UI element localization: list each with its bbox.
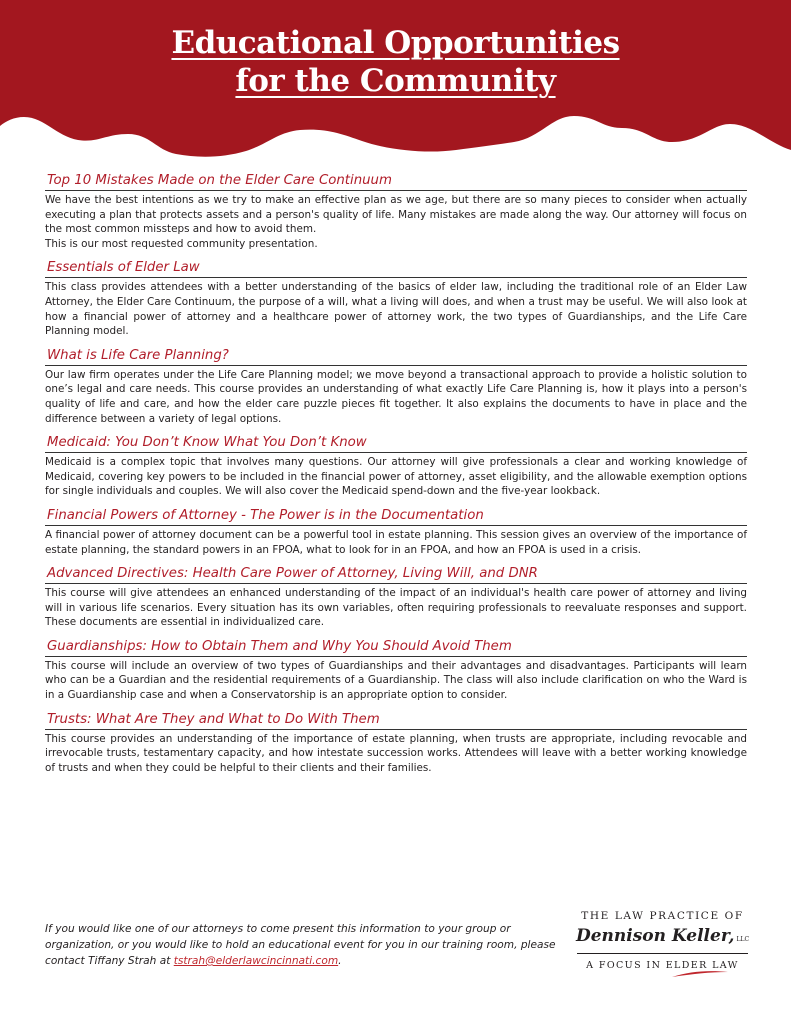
section-essentials-elder-law — [45, 259, 747, 338]
section-title: Top 10 Mistakes Made on the Elder Care Continuum — [45, 172, 747, 191]
section-title: Trusts: What Are They and What to Do With Them — [45, 711, 747, 730]
section-body: This course will give attendees an enhanced understanding of the impact of an individual's health care power of attorney and living will in various life scenarios. Every situation has its own variables, often requiring professionals to reevaluate responses and support. These documents are essential in individualized care. — [45, 587, 747, 629]
section-body — [45, 193, 747, 251]
logo-tagline-top: THE LAW PRACTICE OF — [581, 910, 744, 922]
section-medicaid — [45, 434, 747, 499]
section-life-care-planning — [45, 347, 747, 426]
logo-tagline-bottom: A FOCUS IN ELDER LAW — [586, 960, 739, 971]
section-body: This course will include an overview of two types of Guardianships and their advantages and disadvantages. Participants will learn who can be a Guardian and the residential requirements of a Guardianship. The class will also include clarification on who the Ward is in a Guardianship case and when a Conservatorship is an appropriate option to consider. — [45, 659, 747, 702]
page-title — [0, 24, 791, 100]
contact-text: If you would like one of our attorneys to come present this information to your group or organization, or you would like to hold an educational event for you in our training room, please contact Tiffany Strah at — [45, 923, 556, 967]
section-title: Medicaid: You Don’t Know What You Don’t Know — [45, 434, 747, 453]
section-trusts — [45, 711, 747, 776]
title-line-1: Educational Opportunities — [171, 25, 620, 61]
section-body: Our law firm operates under the Life Care Planning model; we move beyond a transactional approach to provide a holistic solution to one’s legal and care needs. This course provides an understanding of what exactly Life Care Planning is, how it plays into a person's quality of life and care, and how the elder care puzzle pieces fit together. It also explains the documents to have in place and the difference between a variety of legal options. — [45, 368, 747, 425]
title-line-2: for the Community — [235, 63, 556, 99]
firm-logo — [575, 910, 750, 980]
section-paragraph: We have the best intentions as we try to make an effective plan as we age, but there are so many pieces to consider when actually executing a plan that protects assets and a person's quality of life. Many mistakes are made along the way. Our attorney will focus on the most common missteps and how to avoid them. — [45, 194, 747, 236]
section-title: Financial Powers of Attorney - The Power is in the Documentation — [45, 507, 747, 526]
section-title: Essentials of Elder Law — [45, 259, 747, 278]
section-title: Guardianships: How to Obtain Them and Why You Should Avoid Them — [45, 638, 747, 657]
section-top-10-mistakes — [45, 172, 747, 251]
section-title: Advanced Directives: Health Care Power of Attorney, Living Will, and DNR — [45, 565, 747, 584]
sections-list — [45, 172, 747, 783]
section-body: This course provides an understanding of the importance of estate planning, when trusts are appropriate, including revocable and irrevocable trusts, testamentary capacity, and how intestate succession works. Attendees will leave with a better working knowledge of trusts and when they could be helpful to their clients and their families. — [45, 732, 747, 774]
contact-email-link[interactable]: tstrah@elderlawcincinnati.com — [173, 955, 339, 967]
logo-llc: LLC — [736, 936, 750, 943]
section-note: This is our most requested community presentation. — [45, 237, 318, 250]
section-financial-poa — [45, 507, 747, 557]
section-body: Medicaid is a complex topic that involves many questions. Our attorney will give professionals a clear and working knowledge of Medicaid, covering key powers to be included in the financial power of attorney, asset eligibility, and the allowable exemption options for single individuals and couples. We will also cover the Medicaid spend-down and the five-year lookback. — [45, 456, 747, 498]
section-title: What is Life Care Planning? — [45, 347, 747, 366]
logo-firm-name — [575, 926, 750, 946]
section-guardianships — [45, 638, 747, 703]
contact-note — [45, 921, 570, 969]
section-body: A financial power of attorney document can be a powerful tool in estate planning. This session gives an overview of the importance of estate planning, the standard powers in an FPOA, what to look for in an FPOA, and how an FPOA is used in a crisis. — [45, 528, 747, 556]
logo-swoosh-icon — [670, 969, 730, 979]
logo-divider — [577, 953, 748, 954]
logo-name-text: Dennison Keller, — [575, 926, 735, 946]
section-body: This class provides attendees with a better understanding of the basics of elder law, including the traditional role of an Elder Law Attorney, the Elder Care Continuum, the purpose of a will, what a living will does, and when a trust may be useful. We will also look at how a financial power of attorney and a healthcare power of attorney work, the two types of Guardianships, and the Life Care Planning model. — [45, 281, 747, 338]
section-advanced-directives — [45, 565, 747, 630]
contact-text-end: . — [338, 955, 342, 967]
